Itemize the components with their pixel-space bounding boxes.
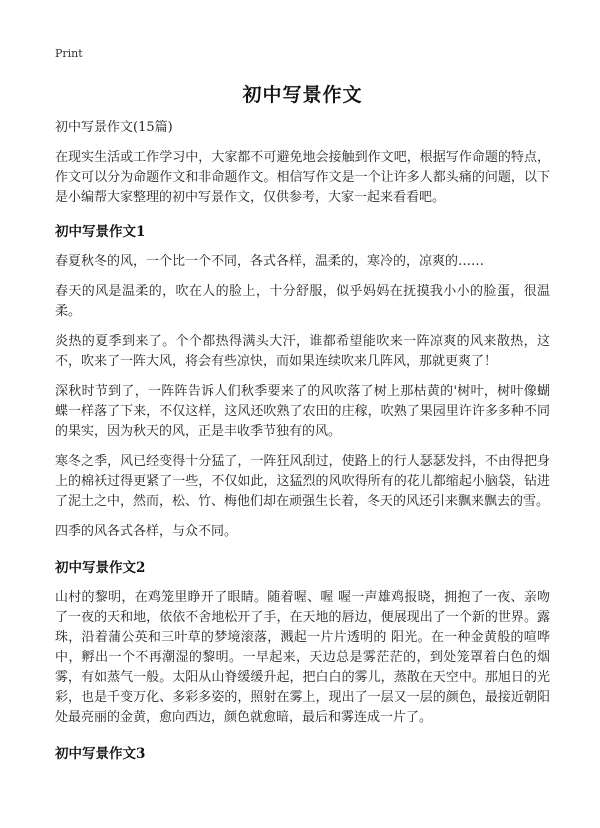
paragraph: 寒冬之季，风已经变得十分猛了，一阵狂风刮过，使路上的行人瑟瑟发抖，不由得把身上的棉袄过得更紧了一些，不仅如此，这猛烈的风吹得所有的花儿都缩起小脑袋，钻进了泥土之中，然而，松、竹、梅他们却在顽强生长着，冬天的风还引来飘来飘去的雪。: [55, 454, 550, 509]
paragraph: 四季的风各式各样，与众不同。: [55, 524, 238, 539]
section-1: [55, 222, 550, 542]
print-link[interactable]: Print: [55, 47, 83, 60]
section-3: [55, 744, 550, 764]
paragraph: 炎热的夏季到来了。个个都热得满头大汗，谁都希望能吹来一阵凉爽的风来散热，这不，吹来了一阵大风，将会有些凉快，而如果连续吹来几阵风，那就更爽了！: [55, 334, 550, 369]
paragraph: 深秋时节到了，一阵阵告诉人们秋季要来了的风吹落了树上那枯黄的'树叶，树叶像蝴蝶一样落了下来，不仅这样，这风还吹熟了农田的庄稼，吹熟了果园里许许多多种不同的果实，因为秋天的风，正是丰收季节独有的风。: [55, 384, 550, 439]
section-heading: 初中写景作文2: [55, 560, 146, 576]
section-heading: 初中写景作文3: [55, 746, 146, 762]
paragraph: 春天的风是温柔的，吹在人的脸上，十分舒服，似乎妈妈在抚摸我小小的脸蛋，很温柔。: [55, 284, 550, 319]
paragraph: 山村的黎明，在鸡笼里睁开了眼睛。随着喔、喔 喔一声雄鸡报晓，拥抱了一夜、亲吻了一夜的天和地，依依不舍地松开了手，在天地的唇边，便展现出了一个新的世界。露珠，沿着蒲公英和三叶草的梦境滚落，溅起一片片透明的 阳光。在一种金黄般的喧哗中，孵出一个不再潮湿的黎明。一早起来，天边总是雾茫茫的，到处笼罩着白色的烟雾，有如蒸气一般。太阳从山脊缓缓升起，把白白的雾儿，蒸散在天空中。那旭日的光彩，也是千变万化、多彩多姿的，照射在雾上，现出了一层又一层的颜色，最接近朝阳处最亮丽的金黄，愈向西边，颜色就愈暗，最后和雾连成一片了。: [55, 590, 550, 725]
section-2: [55, 558, 550, 728]
intro-paragraph: 在现实生活或工作学习中，大家都不可避免地会接触到作文吧，根据写作命题的特点，作文可以分为命题作文和非命题作文。相信写作文是一个让许多人都头痛的问题，以下是小编帮大家整理的初中写景作文，仅供参考，大家一起来看看吧。: [55, 150, 550, 205]
document-title: 初中写景作文: [242, 84, 363, 106]
document-body: [55, 118, 550, 774]
document-subtitle: 初中写景作文(15篇): [55, 120, 173, 135]
section-heading: 初中写景作文1: [55, 224, 146, 240]
paragraph: 春夏秋冬的风，一个比一个不同，各式各样，温柔的，寒冷的，凉爽的……: [55, 254, 485, 269]
